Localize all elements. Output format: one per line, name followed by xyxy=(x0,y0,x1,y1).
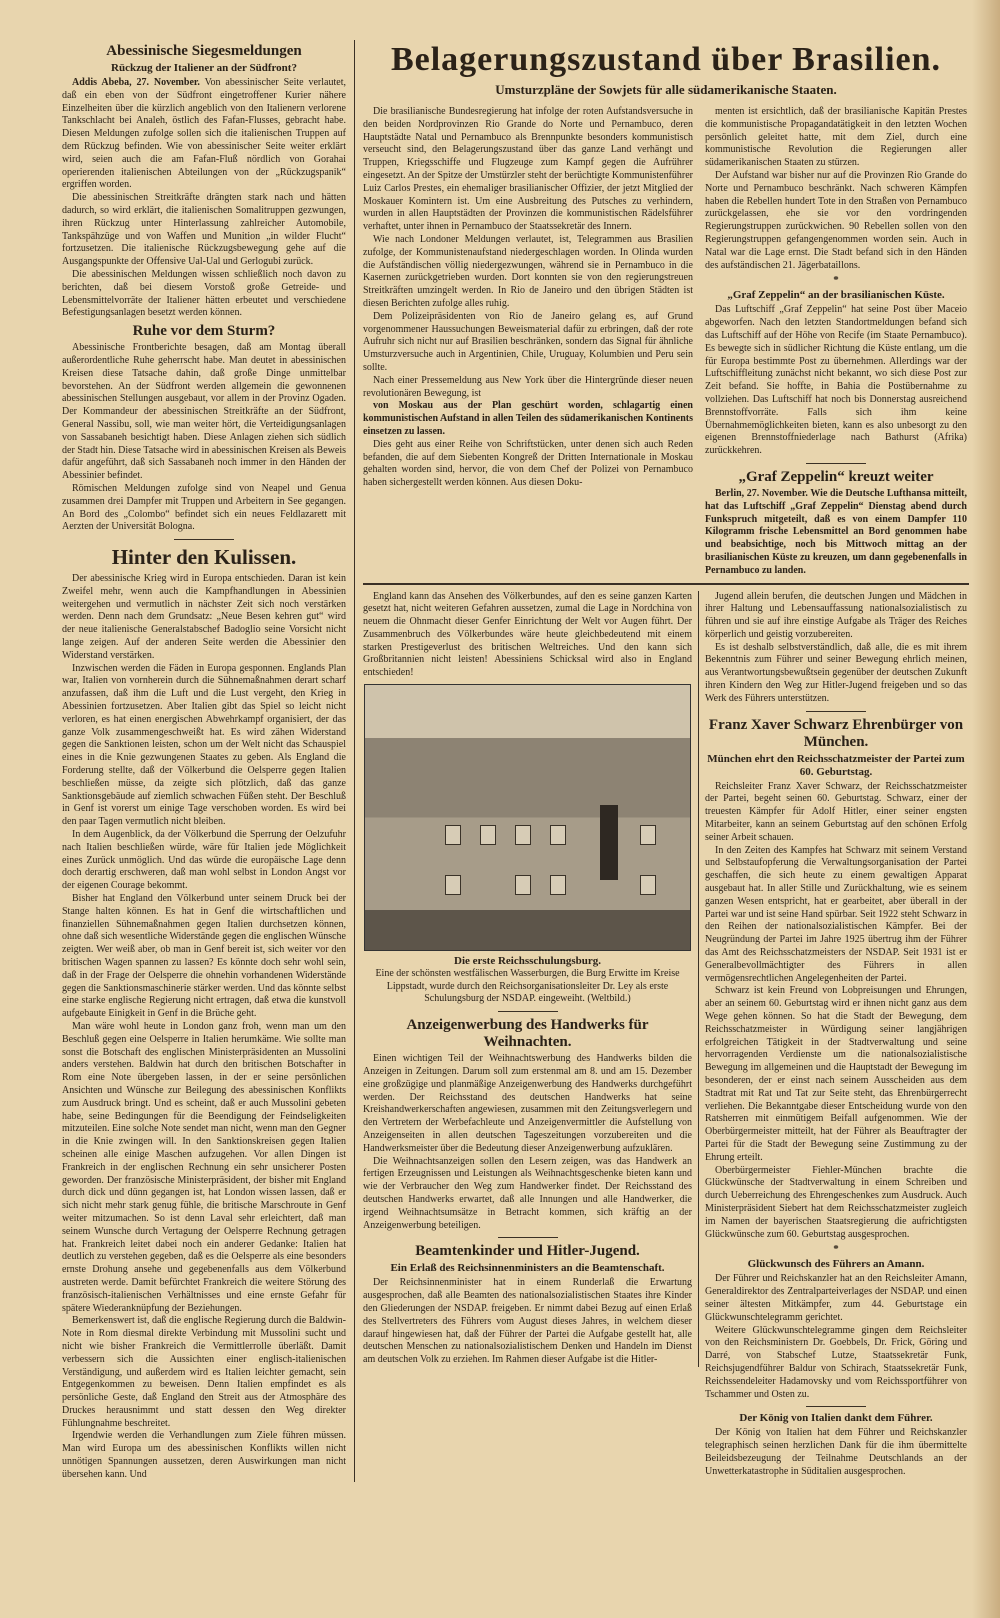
paragraph: Abessinische Frontberichte besagen, daß am Montag überall außerordentliche Ruhe geherrscht habe. Man deutet in abessinischen Kreisen diese Tatsache dahin, daß große Dinge unmittelbar bevorstehen. An der Südfront werden allgemein die gewonnenen abessinischen Stellungen ausgebaut, vor allem in der Provinz Ogaden. Der Kommandeur der abessinischen Streitkräfte an der Südfront, General Nassibu, soll, wie man weiter hört, die Verteidigungsanlagen von Sassabaneh besichtigt haben. Diese Anlagen ziehen sich südlich der Stadt hin. Diese Tatsache wird in abessinischen Kreisen als Beweis dafür angeführt, daß sich Sassabaneh noch immer in den Händen der Abessinier befindet. xyxy=(62,342,346,482)
divider xyxy=(498,1011,558,1012)
left-column xyxy=(62,40,355,1482)
article-title: Anzeigenwerbung des Handwerks für Weihnachten. xyxy=(406,1017,649,1051)
bottom-section xyxy=(363,591,969,1479)
divider xyxy=(174,539,234,540)
article-title: „Graf Zeppelin“ an der brasilianischen Küste. xyxy=(727,289,945,302)
dateline: Berlin, 27. November. xyxy=(715,487,808,499)
paragraph: Oberbürgermeister Fiehler-München brachte die Glückwünsche der Stadtverwaltung in einem Schreiben und durch Ueberreichung des Ehrengeschenkes zum Ausdruck. Auch Ministerpräsident Siebert hat dem Reichsschatzmeister zugleich im Namen der bayerischen Staatsregierung die aufrichtigsten Glückwünsche zum 60. Geburtstag ausgesprochen. xyxy=(705,1164,967,1240)
photo-reichsschulungsburg xyxy=(364,684,691,951)
main-headline xyxy=(363,40,969,98)
article-title: Hinter den Kulissen. xyxy=(111,545,297,570)
separator-star: * xyxy=(833,274,839,287)
paragraph: Reichsleiter Franz Xaver Schwarz, der Reichsschatzmeister der Partei, begeht seinen 60. Geburtstag. Schwarz, einer der treuesten Kämpfer für Adolf Hitler, einer seiner engsten Mitarbeiter, kann an seinem Geburtstag auf den schönen Erfolg seiner Arbeit schauen. xyxy=(705,780,967,843)
article-title: Glückwunsch des Führers an Amann. xyxy=(747,1258,925,1271)
paragraph: Der abessinische Krieg wird in Europa entschieden. Daran ist kein Zweifel mehr, wenn auch die Kampfhandlungen in Abessinien weitergehen und vermutlich in nächster Zeit sich noch verstärken werden. Denn nach dem Grundsatz: „Neue Besen kehren gut“ wird der neue italienische Generalstabschef Badoglio seine Vorsicht nicht lange zeigen. Auf der anderen Seite werden die Abessinier den Widerstand verstärken. xyxy=(62,573,346,661)
paragraph: England kann das Ansehen des Völkerbundes, auf den es seine ganzen Karten gesetzt hat, nicht weiteren Gefahren aussetzen, zumal die Lage in Nordchina von neuem die Ohnmacht dieser Genfer Einrichtung der Welt vor Augen führt. Der Zusammenbruch des Völkerbundes wäre heute gleichbedeutend mit einem starken Prestigeverlust des britischen Weltreiches. Und den kann sich Großbritannien nicht leisten! Abessiniens Schicksal wird also in England entschieden! xyxy=(363,590,692,679)
paragraph: Es ist deshalb selbstverständlich, daß alle, die es mit ihrem Bekenntnis zum Führer und seiner Bewegung ehrlich meinen, aus Verantwortungsbewußtsein gegenüber der deutschen Zukunft ihren Kindern den Weg zur Hitler-Jugend freigeben und so das Werk des Führers unterstützen. xyxy=(705,641,967,704)
paragraph: Der Aufstand war bisher nur auf die Provinzen Rio Grande do Norte und Pernambuco beschränkt. Nach schweren Kämpfen haben die Rebellen hundert Tote in den Straßen von Pernambuco zurückgelassen, ehe sie vor den vordringenden Regierungstruppen zurückwichen. 90 Rebellen sollen von den Regierungstruppen gefangengenommen worden sein. Auch in Natal war die Lage ernst. Die Stadt befand sich in den Händen des aufständischen 21. Jägerbataillons. xyxy=(705,169,967,271)
paragraph: Der Reichsinnenminister hat in einem Runderlaß die Erwartung ausgesprochen, daß alle Beamten des nationalsozialistischen Staates ihre Kinder den Gliederungen der NSDAP. freigeben. Er nimmt dabei Bezug auf einen Erlaß des Stellvertreters des Führers vom August dieses Jahres, in welchem dieser darauf hingewiesen hat, daß der Führer der Partei die Aufgabe gestellt hat, alle deutschen Menschen zu nationalsozialistischem Denken und Handeln im Dienst am deutschen Volk zu erziehen. Im Rahmen dieser Aufgabe ist die Hitler- xyxy=(363,1277,692,1366)
paragraph: Man wäre wohl heute in London ganz froh, wenn man um den Beschluß gegen eine Oelsperre in Italien herumkäme. Wie sollte man sonst die Botschaft des englischen Ministerpräsidenten an Mussolini anders verstehen. Baldwin hat durch den britischen Botschafter in Rom eine Note übergeben lassen, in der er seine persönlichen Ansichten und Wünsche zur Beilegung des abessinischen Konflikts zum Ausdruck bringt. Und es scheint, daß er auch Mussolini gebeten habe, seine Bedingungen für die Beendigung der Feindseligkeiten mitzuteilen. Eine solche Note sendet man nicht, wenn man den Gegner in die Knie zwingen will. In den Sanktionskreisen gegen Italien scheinen alle einige Maschen aufzugehen. Vor allen Dingen ist Frankreich in der englischen Rechnung ein sehr unsicherer Posten geworden. Der französische Ministerpräsident, der bisher mit England durch dick und dünn gegangen ist, hat London wissen lassen, daß er sich nicht mehr stark genug fühle, die britische Marschroute in Genf weiter mitzumachen. So ist denn Laval sehr erleichtert, daß man seinem Wunsche durch Vertagung der Oelsperre Rechnung getragen hat. Frankreich leitet dabei noch ein anderer Gedanke: Italien hat deutlich zu verstehen gegeben, daß es die Oelsperre als eine besonders ernste Drohung ansehe und gegebenenfalls aus dem Völkerbund austreten werde. Damit befürchtet Frankreich die weitere Störung des französisch-italienischen Verhältnisses und eine ernste Gefahr für spätere Wiederanknüpfung der Beziehungen. xyxy=(62,1020,346,1314)
paragraph: Dem Polizeipräsidenten von Rio de Janeiro gelang es, auf Grund vorgenommener Haussuchungen Beweismaterial dafür zu erbringen, daß der rote Aufruhr sich nicht nur auf Brasilien beschränken, sondern das Signal für ähnliche Umsturzversuche auch in Argentinien, Chile, Uruguay, Kolumbien und Peru sein sollte. xyxy=(363,310,693,373)
paragraph: Die Weihnachtsanzeigen sollen den Lesern zeigen, was das Handwerk an fertigen Erzeugnissen und Leistungen als Weihnachtsgeschenke bieten kann und wie der Verbraucher den Weg zum Handwerker findet. Der Reichsstand des deutschen Handwerks erwartet, daß alle Innungen und alle Handwerker, die irgend Weihnachtsumsätze in Betracht kommen, sich kräftig an der Anzeigenwerbung beteiligen. xyxy=(363,1155,692,1231)
paragraph: In den Zeiten des Kampfes hat Schwarz mit seinem Verstand und Selbstaufopferung die Verwaltungsorganisation der Partei geschaffen, die sich heute zu einem gewaltigen Apparat ausgebaut hat. In aller Stille und Zurückhaltung, wie es seinem ganzen Wesen entspricht, hat er gearbeitet, aber überall in der Partei war und ist seine Hand spürbar. Seit 1922 steht Schwarz in den Reihen der nationalsozialistischen Kämpfer. Bei der Neugründung der Partei im Jahre 1925 übertrug ihm der Führer das Amt des Reichsschatzmeisters der NSDAP. Seit 1931 ist er Generalbevollmächtigter des Führers in allen vermögensrechtlichen Angelegenheiten der Partei. xyxy=(705,844,967,984)
top-section xyxy=(363,106,969,578)
right-top-column xyxy=(705,106,967,578)
divider xyxy=(806,463,866,464)
divider xyxy=(498,1237,558,1238)
flag-icon xyxy=(600,805,618,880)
paragraph: Weitere Glückwunschtelegramme gingen dem Reichsleiter von den Reichsministern Dr. Goebbels, Dr. Frick, Göring und Darré, von Stabschef Lutze, Staatssekretär Funk, Reichsjugendführer Baldur von Schirach, Staatssekretär Funk, Reichssendeleiter Hadamovsky und vom Reichssportführer von Tschammer und Osten zu. xyxy=(705,1324,967,1400)
paragraph: Inzwischen werden die Fäden in Europa gesponnen. Englands Plan war, Italien von vornherein durch die Sühnemaßnahmen derart scharf anzufassen, daß ihm die Luft und die Lust vergeht, den Krieg in Abessinien fortzusetzen. Aber Italien gibt das Spiel so leicht nicht verloren, es hat einen energischen Abwehrkampf organisiert, der das ganze Volk zusammengeschweißt hat. Es wird zähen Widerstand gegen die Sanktionen leisten, schon um der Welt nicht das Schauspiel eines in die Knie gezwungenen Staates zu geben. Als England die Forderung stellte, daß der Völkerbund die Oelsperre gegen Italien beschließen müsse, da zeigte sich plötzlich, daß das ganze Sanktionsgebäude auf ziemlich schwachen Füßen steht. Der Beschluß in Genf ist vorerst um einige Tage verschoben worden. Es wird bei den paar Tagen vermutlich nicht bleiben. xyxy=(62,662,346,828)
paragraph: Bisher hat England den Völkerbund unter seinem Druck bei der Stange halten können. Es hat in Genf die wirtschaftlichen und finanziellen Sühnemaßnahmen gegen Italien durchsetzen können, ohne daß sich wesentliche Widerstände gegen die englischen Wünsche zeigten. Wer weiß aber, ob man in Genf bereit ist, sich weiter vor den britischen Wagen spannen zu lassen? Es könnte doch sehr wohl sein, daß in der Frage der Oelsperre die ohnehin vorhandenen Widerstände gegen die Sanktionsmaschinerie stärker werden. Und das könnte selbst eine starke englische Regierung nicht ertragen, daß etwa die kunstvoll aufgebaute Einigkeit in Genf in die Brüche geht. xyxy=(62,893,346,1020)
headline-subtitle: Umsturzpläne der Sowjets für alle südamerikanische Staaten. xyxy=(495,82,837,97)
headline-title: Belagerungszustand über Brasilien. xyxy=(390,41,942,78)
paragraph: Schwarz ist kein Freund von Lobpreisungen und Ehrungen, aber an seinem 60. Geburtstag wird er ihnen nicht ganz aus dem Wege gehen können. So hat die Stadt der Bewegung, dem Reichsschatzmeister in Würdigung seiner langjährigen erfolgreichen Tätigkeit in der Stadtverwaltung und seine hervorragenden Verdienste um die nationalsozialistische Bewegung im allgemeinen und die Hauptstadt der Bewegung im besonderen, der er einst nach seinem Ausscheiden aus dem Stadtrat mit Rat und Tat zur Seite steht, das Ehrenbürgerrecht verliehen. Die Bekanntgabe dieser Entscheidung wurde von den Ratsherren mit einmütigem Beifall aufgenommen. Wie der Oberbürgermeister mitteilt, hat der Führer als Beauftragter der Partei für die Stadt der Bewegung seine Zustimmung zu der Ehrung erteilt. xyxy=(705,985,967,1163)
separator-star: * xyxy=(833,1243,839,1256)
article-title: „Graf Zeppelin“ kreuzt weiter xyxy=(738,468,934,485)
photo-caption: Eine der schönsten westfälischen Wasserburgen, die Burg Erwitte im Kreise Lippstadt, wurde durch den Reichsorganisationsleiter Dr. Ley als erste Schulungsburg der NSDAP. eingeweiht. (Weltbild.) xyxy=(375,967,680,1005)
paragraph: Die abessinischen Meldungen wissen schließlich noch davon zu berichten, daß bei diesem Vorstoß große Getreide- und Lebensmittelvorräte der Italiener hätten erbeutet und verschiedene Befestigungsanlagen besetzt werden können. xyxy=(62,268,346,319)
paragraph: Der Führer und Reichskanzler hat an den Reichsleiter Amann, Generaldirektor des Zentralparteiverlages der NSDAP. und einen seiner ältesten Mitkämpfer, zum 44. Geburtstage ein Glückwunschtelegramm gerichtet. xyxy=(705,1273,967,1323)
paragraph: Irgendwie werden die Verhandlungen zum Ziele führen müssen. Man wird Europa um des abessinischen Konflikts willen nicht unnötigen Spannungen aussetzen, deren Auswirkungen man nicht übersehen kann. Und xyxy=(62,1430,346,1480)
right-bottom-column xyxy=(705,591,967,1479)
section-rule xyxy=(363,583,969,585)
paragraph: In dem Augenblick, da der Völkerbund die Sperrung der Oelzufuhr nach Italien beschließen würde, wäre für Italien jede Möglichkeit eines Zurück unmöglich. Und das würde die europäische Lage denn doch derartig erschweren, daß man wohl selbst in London Angst vor der eigenen Courage bekommt. xyxy=(62,829,346,892)
article-title: Beamtenkinder und Hitler-Jugend. xyxy=(415,1243,640,1260)
paragraph: Von abessinischer Seite verlautet, daß ein eben von der Südfront eingetroffener Kurier nähere Einzelheiten über die kürzlich angeblich von den Italienern verlorene Tankschlacht bei Analeh, östlich des Fafan-Flusses, gebracht habe. Diesen Meldungen zufolge sollen sich die italienischen Truppen auf dem Rückzug befinden. Wie von abessinischer Seite weiter erklärt wird, seien auch die am Fafan-Fluß nördlich von Gorahai operierenden italienischen Abteilungen von der „Rückzugspanik“ ergriffen worden. xyxy=(62,77,346,191)
paragraph: Einen wichtigen Teil der Weihnachtswerbung des Handwerks bilden die Anzeigen in Zeitungen. Darum soll zum erstenmal am 8. und am 15. Dezember eine großzügige und planmäßige Anzeigenwerbung des Handwerks durchgeführt werden. Der Reichsstand des deutschen Handwerks hat seine Kreishandwerkerschaften angewiesen, zusammen mit den Zeitungsverlegern und den Vertretern der Werbefachleute und Anzeigenvermittler die Aufstellung von Anzeigenseiten in allen deutschen Tageszeitungen vorzubereiten und die Handwerksmeister über die Bedeutung dieser Anzeigenwerbung aufzuklären. xyxy=(363,1053,692,1154)
divider xyxy=(806,711,866,712)
paragraph: Nach einer Pressemeldung aus New York über die Hintergründe dieser neuen revolutionären Bewegung, ist xyxy=(363,374,693,399)
article-subtitle: Ein Erlaß des Reichsinnenministers an die Beamtenschaft. xyxy=(390,1262,665,1275)
paragraph: Der König von Italien hat dem Führer und Reichskanzler telegraphisch seinen herzlichen Dank für die ihm übermittelte Beileidsbezeugung der Teilnahme Deutschlands an der Unwetterkatastrophe in Süditalien ausgesprochen. xyxy=(705,1427,967,1477)
paragraph: Wie die Deutsche Lufthansa mitteilt, hat das Luftschiff „Graf Zeppelin“ Dienstag abend durch Funkspruch mitgeteilt, daß es von einem Dampfer 110 Kilogramm frische Lebensmittel an Bord genommen habe und beabsichtige, noch bis Mittwoch mittag an der brasilianischen Küste zu kreuzen, um dann gegebenenfalls in Pernambuco zu landen. xyxy=(705,487,967,576)
article-subtitle: München ehrt den Reichsschatzmeister der Partei zum 60. Geburtstag. xyxy=(707,752,965,778)
paragraph: von Moskau aus der Plan geschürt worden, schlagartig einen kommunistischen Aufstand in allen Teilen des südamerikanischen Kontinents einsetzen zu lassen. xyxy=(363,400,693,437)
right-area xyxy=(363,40,969,1479)
brasilien-article xyxy=(363,106,699,490)
article-title: Franz Xaver Schwarz Ehrenbürger von München. xyxy=(708,716,964,750)
paragraph: Wie nach Londoner Meldungen verlautet, ist, Telegrammen aus Brasilien zufolge, der Kommunistenaufstand niedergeschlagen worden. In Olinda wurden die Aufständischen völlig niedergezwungen, während sie in Pernambuco in die Kasernen zurückgetrieben wurden. Dort konnten sie von den regierungstreuen Streitkräften umzingelt werden. In Rio de Janeiro und den übrigen Städten ist diesen Berichten zufolge alles ruhig. xyxy=(363,233,693,309)
article-title: Der König von Italien dankt dem Führer. xyxy=(739,1412,933,1425)
divider xyxy=(806,1406,866,1407)
paragraph: Die abessinischen Streitkräfte drängten stark nach und hätten dadurch, so wird erklärt, die italienischen Somalitruppen gezwungen, ihren Rückzug unter Hinterlassung zahlreicher Automobile, Tankspähzüge und von Waffen und Munition „in wilder Flucht“ fortzusetzen. Die italienische Rückzugsbewegung gehe auf die Ausgangspunkte der Offensive Ual-Ual und Gerlogubi zurück. xyxy=(62,192,346,268)
article-subtitle: Rückzug der Italiener an der Südfront? xyxy=(111,62,297,74)
article-title: Ruhe vor dem Sturm? xyxy=(132,323,276,340)
paragraph: Jugend allein berufen, die deutschen Jungen und Mädchen in ihrer Haltung und Lebensauffassung nationalsozialistisch zu führen und sie auf ihre einstige Aufgabe als Träger des Reiches körperlich und geistig vorzubereiten. xyxy=(705,590,967,640)
paragraph: menten ist ersichtlich, daß der brasilianische Kapitän Prestes die kommunistische Propagandatätigkeit in den letzten Wochen persönlich geleitet hatte, mit dem Ziel, durch eine kommunistische Revolution die Regierungen aller südamerikanischen Staaten zu stürzen. xyxy=(705,106,967,169)
photo-caption-title: Die erste Reichsschulungsburg. xyxy=(454,955,601,968)
dateline: Addis Abeba, 27. November. xyxy=(72,77,200,88)
paragraph: Die brasilianische Bundesregierung hat infolge der roten Aufstandsversuche in den beiden Nordprovinzen Rio Grande do Norte und Pernambuco, deren Hauptstädte Natal und Pernambuco als Brennpunkte besonders kommunistisch verseucht sind, den Belagerungszustand über das ganze Land verhängt und Truppen, Kriegsschiffe und Flugzeuge zum Kampf gegen die Aufrührer eingesetzt. An der Spitze der Umstürzler steht der berüchtigte Kommunistenführer Luiz Carlos Prestes, ein ehemaliger brasilianischer Offizier, der jetzt Mitglied der Moskauer Komintern ist. Um eine Ausbreitung des Putsches zu verhindern, wurden in allen Hauptstädten der Provinzen die kommunistischen Rädelsführer verhaftet, unter ihnen in Pernambuco der Staatssekretär des Innern. xyxy=(363,106,693,233)
paragraph: Römischen Meldungen zufolge sind von Neapel und Genua zusammen drei Dampfer mit Truppen und Arbeitern in See gegangen. An Bord des „Colombo“ befindet sich ein neues Feldlazarett mit Aerzten der Universität Bologna. xyxy=(62,482,346,533)
mid-bottom-column xyxy=(363,591,699,1368)
article-title: Abessinische Siegesmeldungen xyxy=(106,43,302,59)
paragraph: Das Luftschiff „Graf Zeppelin“ hat seine Post über Maceio abgeworfen. Nach den letzten Standortmeldungen befand sich das Luftschiff auf der Höhe von Recife (im Staate Pernambuco). Es bewegte sich in südlicher Richtung die Küste entlang, um die für Europa bestimmte Post zu übernehmen. Allerdings war der Luftschiffleitung zunächst nicht bekannt, wo sich diese Post zur Zeit befand. Sie hoffte, in Bahia die Postübernahme zu vollziehen. Das Luftschiff hat noch bis Donnerstag ausreichend Brennstoffvorräte. Falls sich ihm keine Übernahmemöglichkeiten bieten, kann es also unbesorgt zu den eigenen Brennstoffniederlage nach Bathurst (Afrika) zurückkehren. xyxy=(705,304,967,457)
paragraph: Bemerkenswert ist, daß die englische Regierung durch die Baldwin-Note in Rom diesmal direkte Verbindung mit Mussolini sucht und nicht wie bisher Frankreich die Vermittlerrolle überläßt. Damit verbessern sich die Aussichten einer englisch-italienischen Verständigung, und außerdem wird es Italien leichter gemacht, sein Entgegenkommen zu beweisen. Denn Italien empfindet es als persönliche Geste, daß England den Streit aus der Atmosphäre des Druckes herausnimmt und statt dessen den Weg direkter Fühlungnahme beschreitet. xyxy=(62,1315,346,1429)
paragraph: Dies geht aus einer Reihe von Schriftstücken, unter denen sich auch Reden befanden, die auf dem Siebenten Kongreß der Dritten Internationale in Moskau gehalten worden sind, hervor, die von dem Chef der Polizei von Pernambuco haben sichergestellt werden können. Aus diesen Doku- xyxy=(363,438,693,489)
